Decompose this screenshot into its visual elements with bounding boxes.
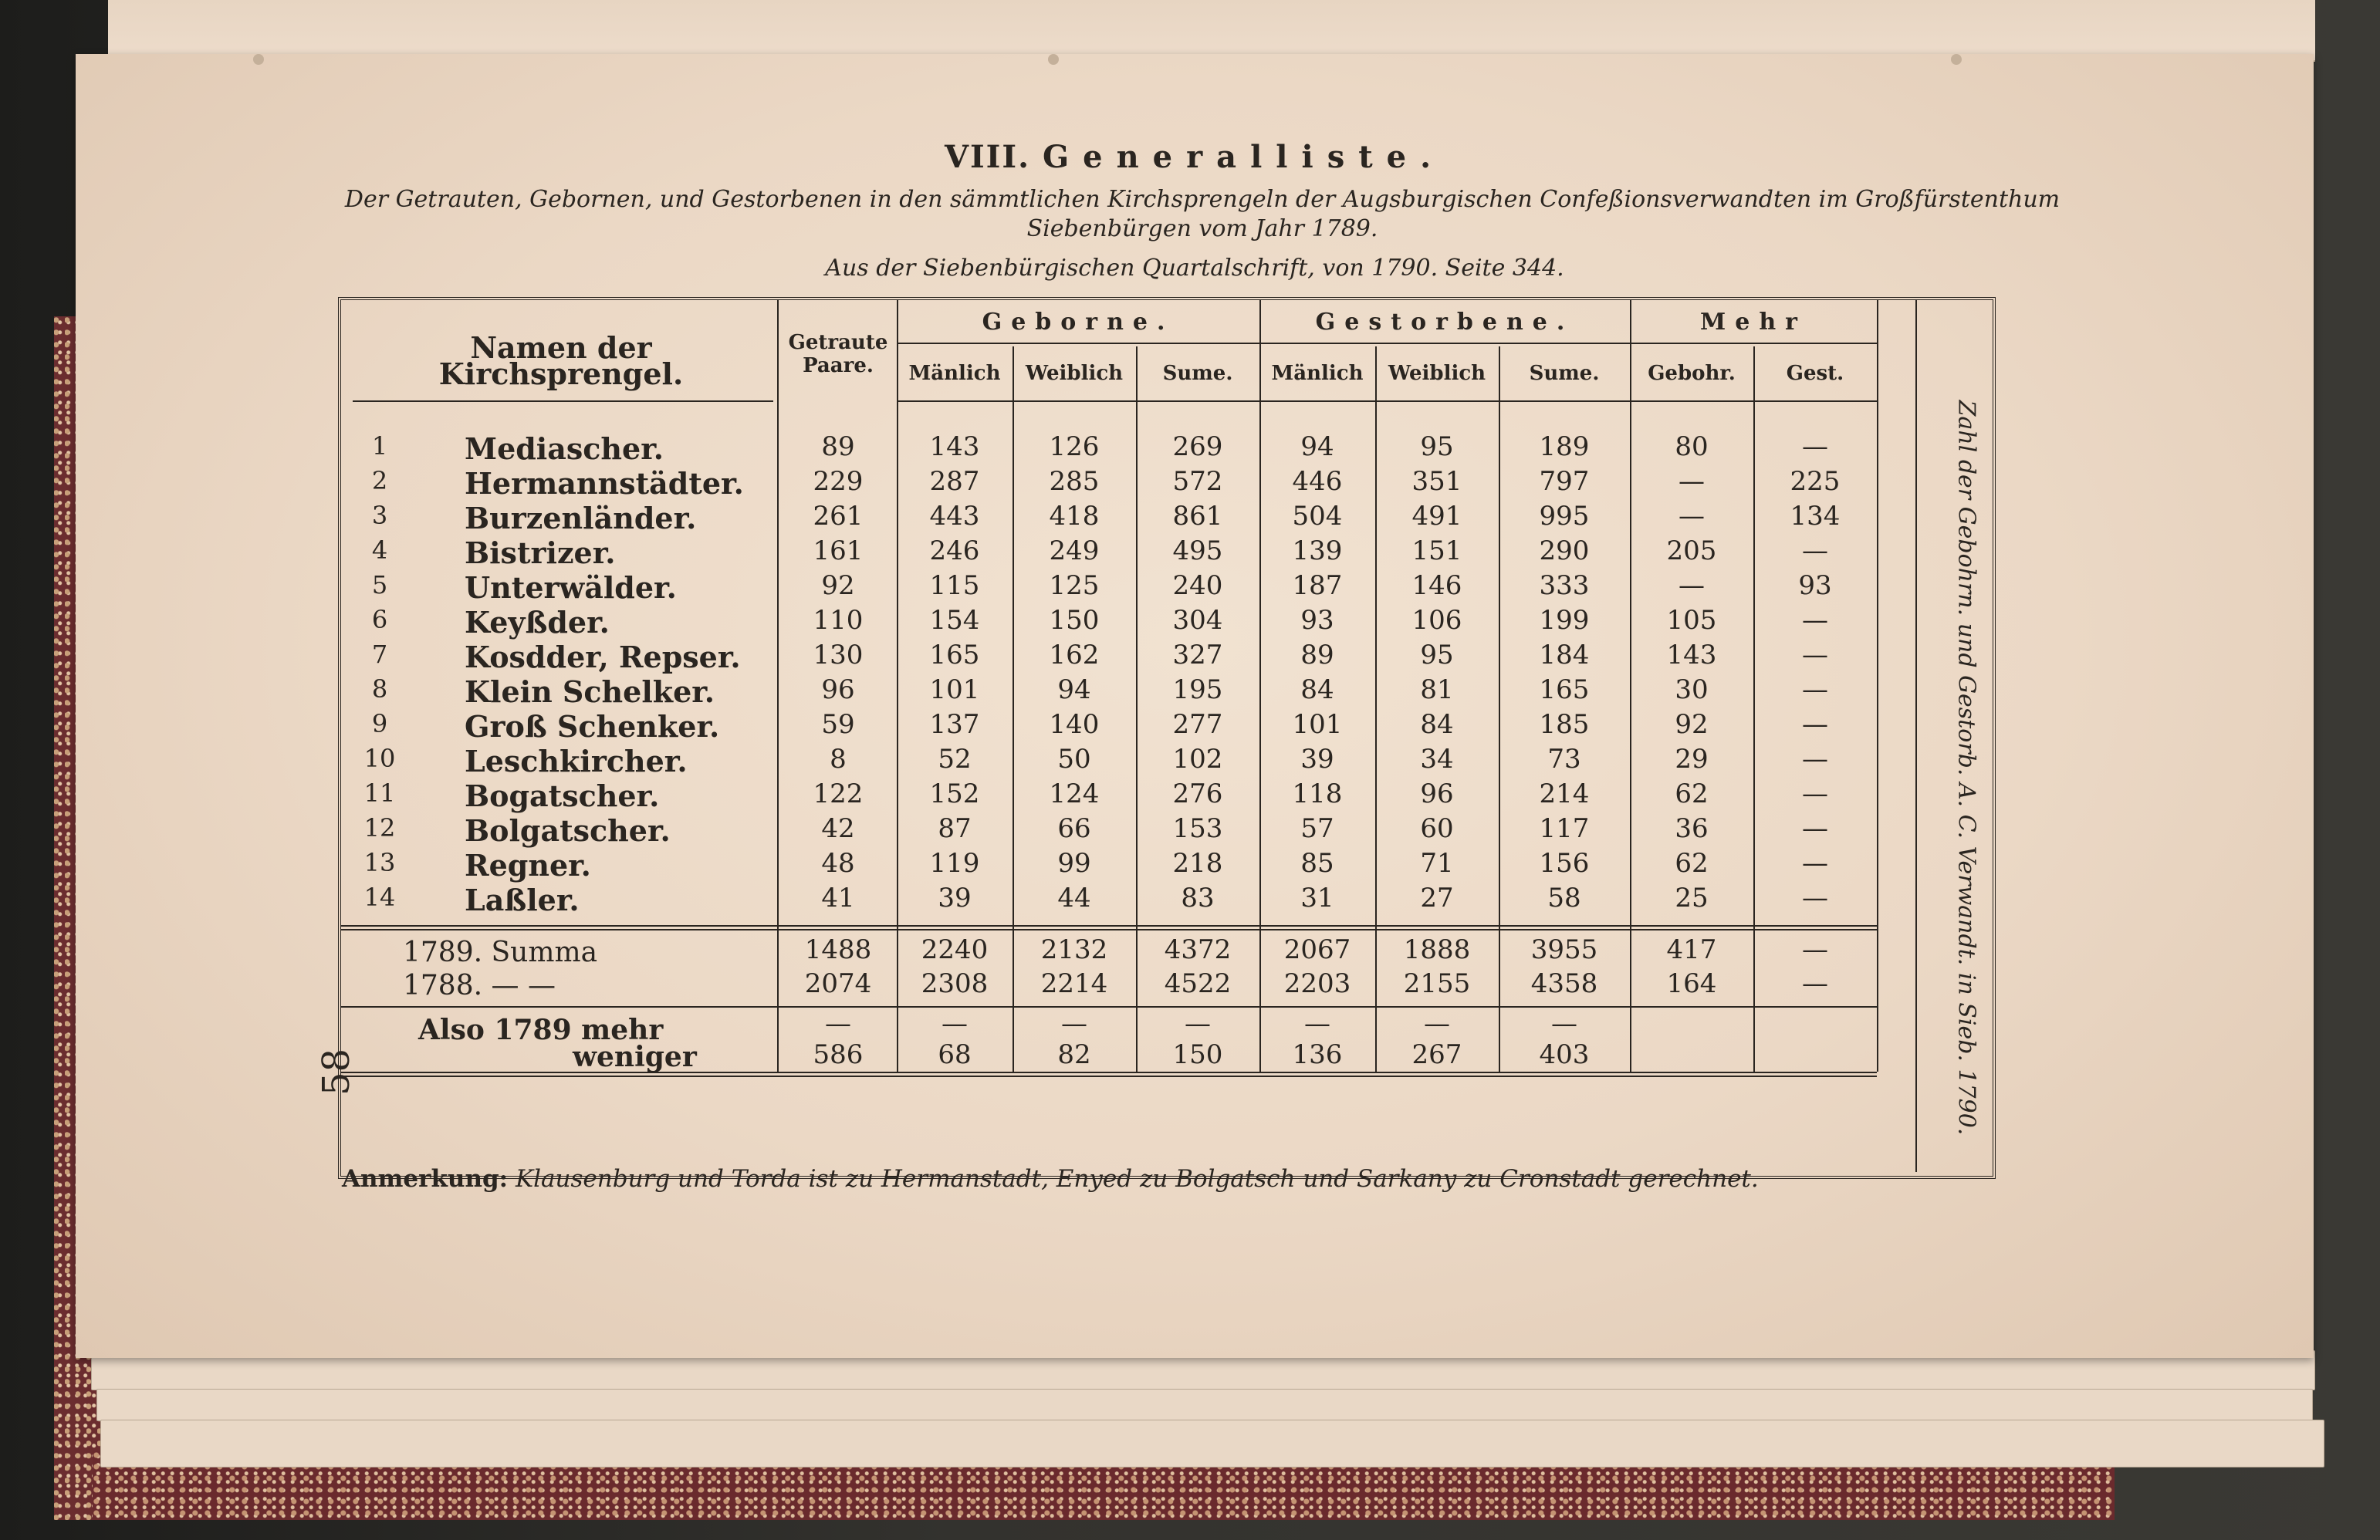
table-row xyxy=(341,570,1993,606)
cell-gestorbene-w: 81 xyxy=(1420,674,1454,705)
row-number: 12 xyxy=(363,813,396,843)
cell-geborne-m: 115 xyxy=(929,570,980,601)
diff-mehr-gestorbene-m: — xyxy=(1304,1008,1330,1039)
subheader-mehr-gebohr: Gebohr. xyxy=(1648,362,1736,385)
cell-geborne-w: 140 xyxy=(1049,709,1100,740)
cell-paare: 42 xyxy=(821,813,855,844)
cell-mehr-gest: — xyxy=(1802,813,1828,844)
cell-geborne-s: 304 xyxy=(1172,605,1223,636)
cell-gestorbene-s: 995 xyxy=(1539,501,1590,532)
totals-label-1789: 1789. Summa xyxy=(403,937,598,968)
cell-gestorbene-w: 95 xyxy=(1420,431,1454,462)
cell-mehr-gest: — xyxy=(1802,674,1828,705)
cell-geborne-s: 277 xyxy=(1172,709,1223,740)
page-stack-edge xyxy=(96,1389,2313,1421)
heading-roman: VIII. xyxy=(944,139,1031,175)
cell-gestorbene-w: 27 xyxy=(1420,883,1454,914)
cell-gestorbene-m: 101 xyxy=(1292,709,1343,740)
cell-geborne-w: 162 xyxy=(1049,640,1100,670)
total-1788-paare: 2074 xyxy=(804,968,872,999)
cell-geborne-s: 327 xyxy=(1172,640,1223,670)
cell-gestorbene-s: 117 xyxy=(1539,813,1590,844)
diff-label-weniger: weniger xyxy=(573,1041,697,1073)
diff-mehr-geborne-w: — xyxy=(1061,1008,1087,1039)
cell-gestorbene-s: 73 xyxy=(1547,744,1581,775)
cell-gestorbene-w: 151 xyxy=(1411,535,1462,566)
cell-geborne-w: 126 xyxy=(1049,431,1100,462)
cell-geborne-m: 165 xyxy=(929,640,980,670)
cell-gestorbene-w: 34 xyxy=(1420,744,1454,775)
cell-geborne-w: 44 xyxy=(1057,883,1091,914)
binding-hole xyxy=(1951,54,1962,65)
total-1789-gestorbene-s: 3955 xyxy=(1530,934,1598,965)
diff-weniger-geborne-m: 68 xyxy=(938,1039,972,1070)
cell-paare: 41 xyxy=(821,883,855,914)
cell-paare: 130 xyxy=(813,640,864,670)
cell-gestorbene-s: 290 xyxy=(1539,535,1590,566)
table-row xyxy=(341,640,1993,675)
diff-weniger-gestorbene-w: 267 xyxy=(1411,1039,1462,1070)
heading-title: Generalliste. xyxy=(1042,139,1445,175)
cell-gestorbene-m: 84 xyxy=(1300,674,1334,705)
page-subtitle: Der Getrauten, Gebornen, und Gestorbenen in den sämmtlichen Kirchsprengeln der Augsburgischen Confeßionsverwandten im Großfürstenthum Siebenbürgen vom Jahr 1789. xyxy=(344,186,2061,242)
header-rule xyxy=(897,400,1877,402)
cell-geborne-s: 153 xyxy=(1172,813,1223,844)
cell-geborne-w: 66 xyxy=(1057,813,1091,844)
cell-gestorbene-w: 95 xyxy=(1420,640,1454,670)
row-number: 2 xyxy=(371,466,388,495)
cell-geborne-m: 119 xyxy=(929,848,980,879)
cell-geborne-m: 39 xyxy=(938,883,972,914)
diff-weniger-gestorbene-m: 136 xyxy=(1292,1039,1343,1070)
total-1788-geborne-s: 4522 xyxy=(1164,968,1232,999)
cell-gestorbene-s: 58 xyxy=(1547,883,1581,914)
cell-geborne-m: 143 xyxy=(929,431,980,462)
row-number: 11 xyxy=(363,778,396,808)
parish-name: Burzenländer. xyxy=(465,501,697,535)
cell-gestorbene-s: 165 xyxy=(1539,674,1590,705)
row-number: 10 xyxy=(363,744,396,773)
page-heading xyxy=(76,139,2314,175)
total-1788-mehr-gebohr: 164 xyxy=(1666,968,1717,999)
binding-hole xyxy=(1048,54,1059,65)
table-row xyxy=(341,535,1993,571)
cell-geborne-m: 246 xyxy=(929,535,980,566)
cell-mehr-gest: 93 xyxy=(1798,570,1832,601)
cell-geborne-m: 154 xyxy=(929,605,980,636)
cell-geborne-s: 861 xyxy=(1172,501,1223,532)
diff-mehr-gestorbene-s: — xyxy=(1551,1008,1577,1039)
cell-geborne-m: 137 xyxy=(929,709,980,740)
cell-paare: 110 xyxy=(813,605,864,636)
cell-mehr-gest: — xyxy=(1802,848,1828,879)
side-caption xyxy=(1943,347,1990,1188)
diff-weniger-gestorbene-s: 403 xyxy=(1539,1039,1590,1070)
row-number: 1 xyxy=(371,431,388,461)
subheader-mehr-gest: Gest. xyxy=(1786,362,1844,385)
diff-label-mehr: Also 1789 mehr xyxy=(418,1014,664,1046)
cell-gestorbene-m: 39 xyxy=(1300,744,1334,775)
cell-gestorbene-w: 351 xyxy=(1411,466,1462,497)
table-row xyxy=(341,709,1993,745)
row-number: 9 xyxy=(371,709,388,738)
cell-geborne-m: 52 xyxy=(938,744,972,775)
total-1789-geborne-s: 4372 xyxy=(1164,934,1232,965)
cell-gestorbene-m: 31 xyxy=(1300,883,1334,914)
total-1788-gestorbene-m: 2203 xyxy=(1283,968,1351,999)
row-number: 13 xyxy=(363,848,396,877)
cell-mehr-gest: — xyxy=(1802,535,1828,566)
cell-paare: 92 xyxy=(821,570,855,601)
cell-geborne-w: 99 xyxy=(1057,848,1091,879)
footer-rule xyxy=(341,1072,1877,1077)
cell-geborne-s: 276 xyxy=(1172,778,1223,809)
cell-gestorbene-m: 187 xyxy=(1292,570,1343,601)
previous-page-strip xyxy=(108,0,2315,62)
row-number: 3 xyxy=(371,501,388,530)
diff-weniger-geborne-w: 82 xyxy=(1057,1039,1091,1070)
table-row xyxy=(341,883,1993,918)
cell-mehr-gest: — xyxy=(1802,778,1828,809)
cell-gestorbene-s: 185 xyxy=(1539,709,1590,740)
parish-name: Groß Schenker. xyxy=(465,709,720,744)
total-1789-geborne-w: 2132 xyxy=(1040,934,1108,965)
cell-gestorbene-m: 446 xyxy=(1292,466,1343,497)
cell-mehr-gebohr: 36 xyxy=(1675,813,1709,844)
binding-hole xyxy=(253,54,264,65)
footnote-label: Anmerkung: xyxy=(342,1165,509,1193)
cell-geborne-s: 240 xyxy=(1172,570,1223,601)
table-row xyxy=(341,848,1993,883)
table-row xyxy=(341,501,1993,536)
row-number: 5 xyxy=(371,570,388,599)
header-rule xyxy=(897,343,1877,344)
cell-geborne-s: 218 xyxy=(1172,848,1223,879)
cell-mehr-gest: — xyxy=(1802,605,1828,636)
subheader-geborne-maennlich: Mänlich xyxy=(908,362,1001,385)
side-caption-text: Zahl der Gebohrn. und Gestorb. A. C. Verwandt. in Sieb. 1790. xyxy=(1952,400,1980,1136)
cell-geborne-s: 83 xyxy=(1181,883,1215,914)
cell-mehr-gest: — xyxy=(1802,744,1828,775)
cell-paare: 59 xyxy=(821,709,855,740)
cell-geborne-w: 285 xyxy=(1049,466,1100,497)
diff-mehr-geborne-s: — xyxy=(1185,1008,1211,1039)
cell-gestorbene-w: 60 xyxy=(1420,813,1454,844)
cell-gestorbene-s: 184 xyxy=(1539,640,1590,670)
cell-paare: 229 xyxy=(813,466,864,497)
cell-geborne-s: 102 xyxy=(1172,744,1223,775)
cell-mehr-gebohr: 29 xyxy=(1675,744,1709,775)
cell-mehr-gebohr: 205 xyxy=(1666,535,1717,566)
row-number: 4 xyxy=(371,535,388,565)
cell-mehr-gest: — xyxy=(1802,883,1828,914)
row-number: 14 xyxy=(363,883,396,912)
cell-mehr-gest: — xyxy=(1802,640,1828,670)
parish-name: Keyßder. xyxy=(465,605,610,640)
cell-geborne-m: 101 xyxy=(929,674,980,705)
table-row xyxy=(341,813,1993,849)
cell-gestorbene-m: 89 xyxy=(1300,640,1334,670)
cell-mehr-gest: — xyxy=(1802,709,1828,740)
cell-gestorbene-w: 491 xyxy=(1411,501,1462,532)
cell-geborne-s: 495 xyxy=(1172,535,1223,566)
cell-mehr-gebohr: — xyxy=(1679,466,1705,497)
cell-geborne-w: 150 xyxy=(1049,605,1100,636)
table-row xyxy=(341,778,1993,814)
cell-geborne-s: 195 xyxy=(1172,674,1223,705)
cell-gestorbene-s: 333 xyxy=(1539,570,1590,601)
diff-weniger-paare: 586 xyxy=(813,1039,864,1070)
cell-mehr-gebohr: — xyxy=(1679,570,1705,601)
cell-gestorbene-s: 214 xyxy=(1539,778,1590,809)
cell-gestorbene-s: 156 xyxy=(1539,848,1590,879)
total-1789-paare: 1488 xyxy=(804,934,872,965)
total-1788-gestorbene-s: 4358 xyxy=(1530,968,1598,999)
source-line: Aus der Siebenbürgischen Quartalschrift, von 1790. Seite 344. xyxy=(825,255,1564,282)
diff-mehr-gestorbene-w: — xyxy=(1424,1008,1450,1039)
book-page xyxy=(76,54,2314,1358)
cell-paare: 48 xyxy=(821,848,855,879)
parish-name: Bistrizer. xyxy=(465,535,616,570)
total-1788-geborne-m: 2308 xyxy=(921,968,989,999)
cell-gestorbene-w: 106 xyxy=(1411,605,1462,636)
page-stack-edge xyxy=(100,1420,2324,1467)
cell-gestorbene-w: 71 xyxy=(1420,848,1454,879)
header-geborne: Geborne. xyxy=(982,309,1175,336)
total-1788-gestorbene-w: 2155 xyxy=(1403,968,1471,999)
diff-mehr-paare: — xyxy=(825,1008,851,1039)
cell-mehr-gebohr: 105 xyxy=(1666,605,1717,636)
cell-geborne-w: 94 xyxy=(1057,674,1091,705)
header-gestorbene: Gestorbene. xyxy=(1315,309,1574,336)
cell-geborne-w: 249 xyxy=(1049,535,1100,566)
row-number: 8 xyxy=(371,674,388,704)
parish-name: Laßler. xyxy=(465,883,580,917)
parish-name: Mediascher. xyxy=(465,431,664,466)
footnote xyxy=(342,1165,1993,1193)
cell-geborne-m: 443 xyxy=(929,501,980,532)
cell-paare: 8 xyxy=(830,744,847,775)
statistics-table xyxy=(338,297,1996,1179)
cell-paare: 261 xyxy=(813,501,864,532)
cell-geborne-m: 87 xyxy=(938,813,972,844)
cell-mehr-gebohr: 80 xyxy=(1675,431,1709,462)
parish-name: Kosdder, Repser. xyxy=(465,640,741,674)
cell-gestorbene-w: 84 xyxy=(1420,709,1454,740)
cell-gestorbene-m: 94 xyxy=(1300,431,1334,462)
table-row xyxy=(341,744,1993,779)
side-strip-divider xyxy=(1915,300,1917,1172)
table-row xyxy=(341,466,1993,502)
cell-geborne-w: 418 xyxy=(1049,501,1100,532)
cell-geborne-w: 124 xyxy=(1049,778,1100,809)
cell-mehr-gebohr: 62 xyxy=(1675,848,1709,879)
parish-name: Klein Schelker. xyxy=(465,674,715,709)
cell-geborne-m: 152 xyxy=(929,778,980,809)
header-getraute-paare: Getraute Paare. xyxy=(788,331,888,377)
diff-mehr-geborne-m: — xyxy=(942,1008,968,1039)
parish-name: Bogatscher. xyxy=(465,778,660,813)
totals-label-1788: 1788. — — xyxy=(403,970,556,1001)
cell-gestorbene-m: 93 xyxy=(1300,605,1334,636)
diff-rule xyxy=(341,1006,1877,1008)
cell-mehr-gebohr: 62 xyxy=(1675,778,1709,809)
cell-mehr-gebohr: — xyxy=(1679,501,1705,532)
header-rule xyxy=(353,400,773,402)
cell-gestorbene-m: 504 xyxy=(1292,501,1343,532)
subheader-geborne-weiblich: Weiblich xyxy=(1025,362,1124,385)
table-row xyxy=(341,431,1993,467)
cell-paare: 89 xyxy=(821,431,855,462)
totals-rule xyxy=(341,925,1877,930)
total-1789-gestorbene-w: 1888 xyxy=(1403,934,1471,965)
subheader-gestorbene-weiblich: Weiblich xyxy=(1388,362,1486,385)
subheader-gestorbene-summe: Sume. xyxy=(1529,362,1600,385)
cell-mehr-gest: — xyxy=(1802,431,1828,462)
total-1789-gestorbene-m: 2067 xyxy=(1283,934,1351,965)
table-row xyxy=(341,605,1993,640)
cell-gestorbene-s: 797 xyxy=(1539,466,1590,497)
table-row xyxy=(341,674,1993,710)
total-1788-geborne-w: 2214 xyxy=(1040,968,1108,999)
total-1789-geborne-m: 2240 xyxy=(921,934,989,965)
header-mehr: Mehr xyxy=(1700,309,1807,336)
footnote-text: Klausenburg und Torda ist zu Hermanstadt, Enyed zu Bolgatsch und Sarkany zu Cronstadt gerechnet. xyxy=(515,1165,1759,1193)
cell-mehr-gebohr: 143 xyxy=(1666,640,1717,670)
cell-mehr-gest: 225 xyxy=(1790,466,1841,497)
total-1789-mehr-gest: — xyxy=(1802,934,1828,965)
cell-gestorbene-m: 139 xyxy=(1292,535,1343,566)
cell-mehr-gebohr: 92 xyxy=(1675,709,1709,740)
parish-name: Hermannstädter. xyxy=(465,466,744,501)
row-number: 6 xyxy=(371,605,388,634)
subheader-gestorbene-maennlich: Mänlich xyxy=(1271,362,1364,385)
cell-geborne-w: 50 xyxy=(1057,744,1091,775)
cell-gestorbene-s: 189 xyxy=(1539,431,1590,462)
row-number: 7 xyxy=(371,640,388,669)
cell-paare: 96 xyxy=(821,674,855,705)
cell-gestorbene-w: 146 xyxy=(1411,570,1462,601)
parish-name: Bolgatscher. xyxy=(465,813,671,848)
parish-name: Regner. xyxy=(465,848,591,883)
cell-geborne-s: 572 xyxy=(1172,466,1223,497)
cell-gestorbene-m: 57 xyxy=(1300,813,1334,844)
cell-gestorbene-m: 118 xyxy=(1292,778,1343,809)
cell-mehr-gebohr: 30 xyxy=(1675,674,1709,705)
cell-mehr-gest: 134 xyxy=(1790,501,1841,532)
total-1788-mehr-gest: — xyxy=(1802,968,1828,999)
header-names: Namen der Kirchsprengel. xyxy=(438,330,684,391)
total-1789-mehr-gebohr: 417 xyxy=(1666,934,1717,965)
cell-gestorbene-m: 85 xyxy=(1300,848,1334,879)
parish-name: Unterwälder. xyxy=(465,570,677,605)
cell-mehr-gebohr: 25 xyxy=(1675,883,1709,914)
parish-name: Leschkircher. xyxy=(465,744,688,778)
cell-paare: 161 xyxy=(813,535,864,566)
cell-gestorbene-s: 199 xyxy=(1539,605,1590,636)
cell-geborne-s: 269 xyxy=(1172,431,1223,462)
cell-geborne-w: 125 xyxy=(1049,570,1100,601)
diff-weniger-geborne-s: 150 xyxy=(1172,1039,1223,1070)
page-number: 58 xyxy=(315,1048,358,1096)
cell-paare: 122 xyxy=(813,778,864,809)
cell-geborne-m: 287 xyxy=(929,466,980,497)
cell-gestorbene-w: 96 xyxy=(1420,778,1454,809)
subheader-geborne-summe: Sume. xyxy=(1162,362,1233,385)
